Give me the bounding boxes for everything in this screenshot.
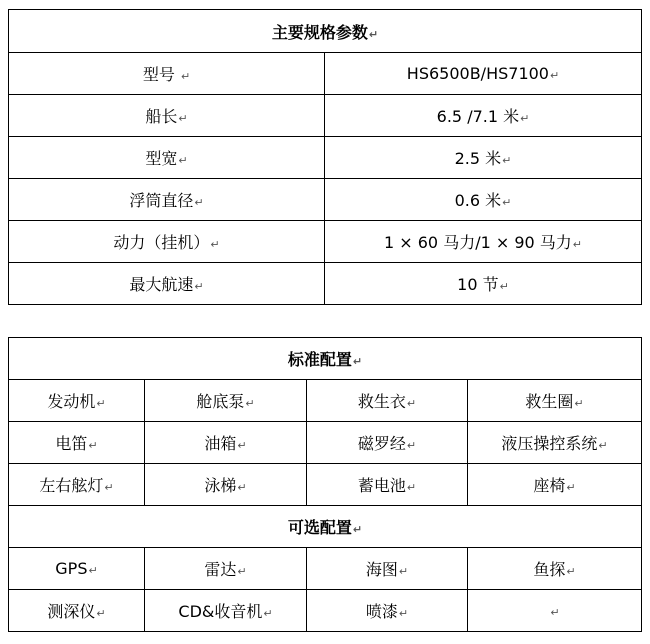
config-item: CD&收音机↵ bbox=[145, 590, 307, 632]
spec-row bbox=[9, 221, 642, 263]
config-item: 磁罗经↵ bbox=[307, 422, 468, 464]
config-item: 喷漆↵ bbox=[307, 590, 468, 632]
standard-title-row bbox=[9, 338, 642, 380]
spec-label: 最大航速↵ bbox=[9, 263, 325, 305]
config-item: 座椅↵ bbox=[468, 464, 642, 506]
spec-row bbox=[9, 179, 642, 221]
spec-value: 1 × 60 马力/1 × 90 马力↵ bbox=[325, 221, 642, 263]
spec-row bbox=[9, 263, 642, 305]
config-item: GPS↵ bbox=[9, 548, 145, 590]
spec-label: 船长↵ bbox=[9, 95, 325, 137]
spec-title-row bbox=[9, 10, 642, 53]
config-item: 鱼探↵ bbox=[468, 548, 642, 590]
config-item: 雷达↵ bbox=[145, 548, 307, 590]
optional-title: 可选配置↵ bbox=[9, 506, 642, 548]
config-row bbox=[9, 422, 642, 464]
spec-value: 6.5 /7.1 米↵ bbox=[325, 95, 642, 137]
config-item: 救生衣↵ bbox=[307, 380, 468, 422]
spec-label: 型宽↵ bbox=[9, 137, 325, 179]
config-row bbox=[9, 380, 642, 422]
spec-value: 0.6 米↵ bbox=[325, 179, 642, 221]
spec-row bbox=[9, 95, 642, 137]
config-item: 舱底泵↵ bbox=[145, 380, 307, 422]
spec-value: 2.5 米↵ bbox=[325, 137, 642, 179]
spec-value: HS6500B/HS7100↵ bbox=[325, 53, 642, 95]
config-row bbox=[9, 464, 642, 506]
spec-row bbox=[9, 53, 642, 95]
config-item: 左右舷灯↵ bbox=[9, 464, 145, 506]
config-item: 液压操控系统↵ bbox=[468, 422, 642, 464]
config-item: 测深仪↵ bbox=[9, 590, 145, 632]
spec-title: 主要规格参数↵ bbox=[9, 10, 642, 53]
config-item: 泳梯↵ bbox=[145, 464, 307, 506]
config-item: 蓄电池↵ bbox=[307, 464, 468, 506]
config-table bbox=[8, 337, 642, 632]
spec-label: 动力（挂机）↵ bbox=[9, 221, 325, 263]
optional-title-row bbox=[9, 506, 642, 548]
config-item: 海图↵ bbox=[307, 548, 468, 590]
config-item: 油箱↵ bbox=[145, 422, 307, 464]
config-item: 发动机↵ bbox=[9, 380, 145, 422]
spec-value: 10 节↵ bbox=[325, 263, 642, 305]
spec-label: 浮筒直径↵ bbox=[9, 179, 325, 221]
spec-row bbox=[9, 137, 642, 179]
config-row bbox=[9, 590, 642, 632]
config-item: ↵ bbox=[468, 590, 642, 632]
config-item: 电笛↵ bbox=[9, 422, 145, 464]
spec-label: 型号 ↵ bbox=[9, 53, 325, 95]
spec-table bbox=[8, 9, 642, 305]
config-item: 救生圈↵ bbox=[468, 380, 642, 422]
config-row bbox=[9, 548, 642, 590]
standard-title: 标准配置↵ bbox=[9, 338, 642, 380]
